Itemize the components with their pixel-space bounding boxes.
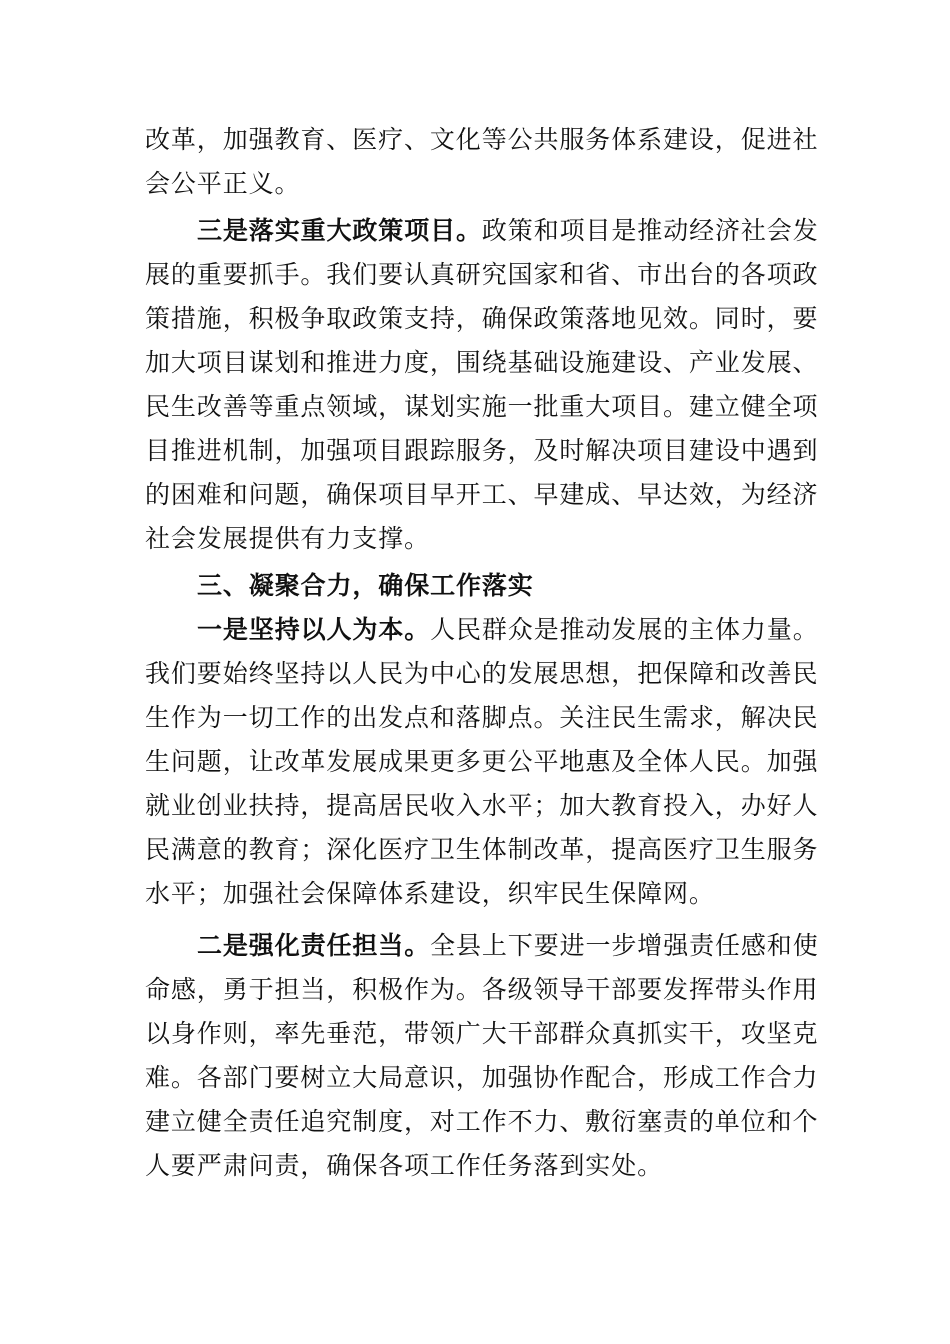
paragraph-lead: 二是强化责任担当。: [197, 931, 431, 960]
text-line: 生问题，让改革发展成果更多更公平地惠及全体人民。加强: [145, 747, 819, 776]
text-line: 生作为一切工作的出发点和落脚点。关注民生需求，解决民: [145, 703, 819, 732]
text-line: 目推进机制，加强项目跟踪服务，及时解决项目建设中遇到: [145, 436, 819, 465]
paragraph-policy-projects: [145, 209, 819, 561]
paragraph-people-centered: [145, 608, 819, 916]
text-line: 加大项目谋划和推进力度，围绕基础设施建设、产业发展、: [145, 348, 819, 377]
text-line: 就业创业扶持，提高居民收入水平；加大教育投入，办好人: [145, 791, 819, 820]
section-heading: 三、凝聚合力，确保工作落实: [197, 571, 534, 600]
text-line: 命感，勇于担当，积极作为。各级领导干部要发挥带头作用: [145, 975, 819, 1004]
text-line: 的困难和问题，确保项目早开工、早建成、早达效，为经济: [145, 480, 819, 509]
paragraph-first-text: 政策和项目是推动经济社会发: [481, 216, 819, 245]
paragraph-first-line: [145, 608, 819, 652]
text-line: 以身作则，率先垂范，带领广大干部群众真抓实干，攻坚克: [145, 1019, 819, 1048]
text-line: 展的重要抓手。我们要认真研究国家和省、市出台的各项政: [145, 260, 819, 289]
paragraph-lead: 一是坚持以人为本。: [197, 615, 431, 644]
paragraph-first-line: [145, 209, 819, 253]
paragraph-first-line: [145, 924, 819, 968]
text-line: 建立健全责任追究制度，对工作不力、敷衍塞责的单位和个: [145, 1107, 819, 1136]
text-line: 我们要始终坚持以人民为中心的发展思想，把保障和改善民: [145, 659, 819, 688]
text-line: 策措施，积极争取政策支持，确保政策落地见效。同时，要: [145, 304, 819, 333]
paragraph-responsibility: [145, 924, 819, 1188]
paragraph-public-services: [145, 118, 819, 206]
paragraph-first-text: 全县上下要进一步增强责任感和使: [430, 931, 819, 960]
text-line: 难。各部门要树立大局意识，加强协作配合，形成工作合力: [145, 1063, 819, 1092]
text-line: 水平；加强社会保障体系建设，织牢民生保障网。: [145, 879, 715, 908]
paragraph-first-text: 人民群众是推动发展的主体力量。: [430, 615, 819, 644]
text-line: 社会发展提供有力支撑。: [145, 524, 430, 553]
text-line: 人要严肃问责，确保各项工作任务落到实处。: [145, 1151, 664, 1180]
text-line: 会公平正义。: [145, 169, 301, 198]
document-page: [145, 118, 819, 1188]
paragraph-lead: 三是落实重大政策项目。: [197, 216, 482, 245]
text-line: 民生改善等重点领域，谋划实施一批重大项目。建立健全项: [145, 392, 819, 421]
text-line: 民满意的教育；深化医疗卫生体制改革，提高医疗卫生服务: [145, 835, 819, 864]
text-line: 改革，加强教育、医疗、文化等公共服务体系建设，促进社: [145, 125, 819, 154]
